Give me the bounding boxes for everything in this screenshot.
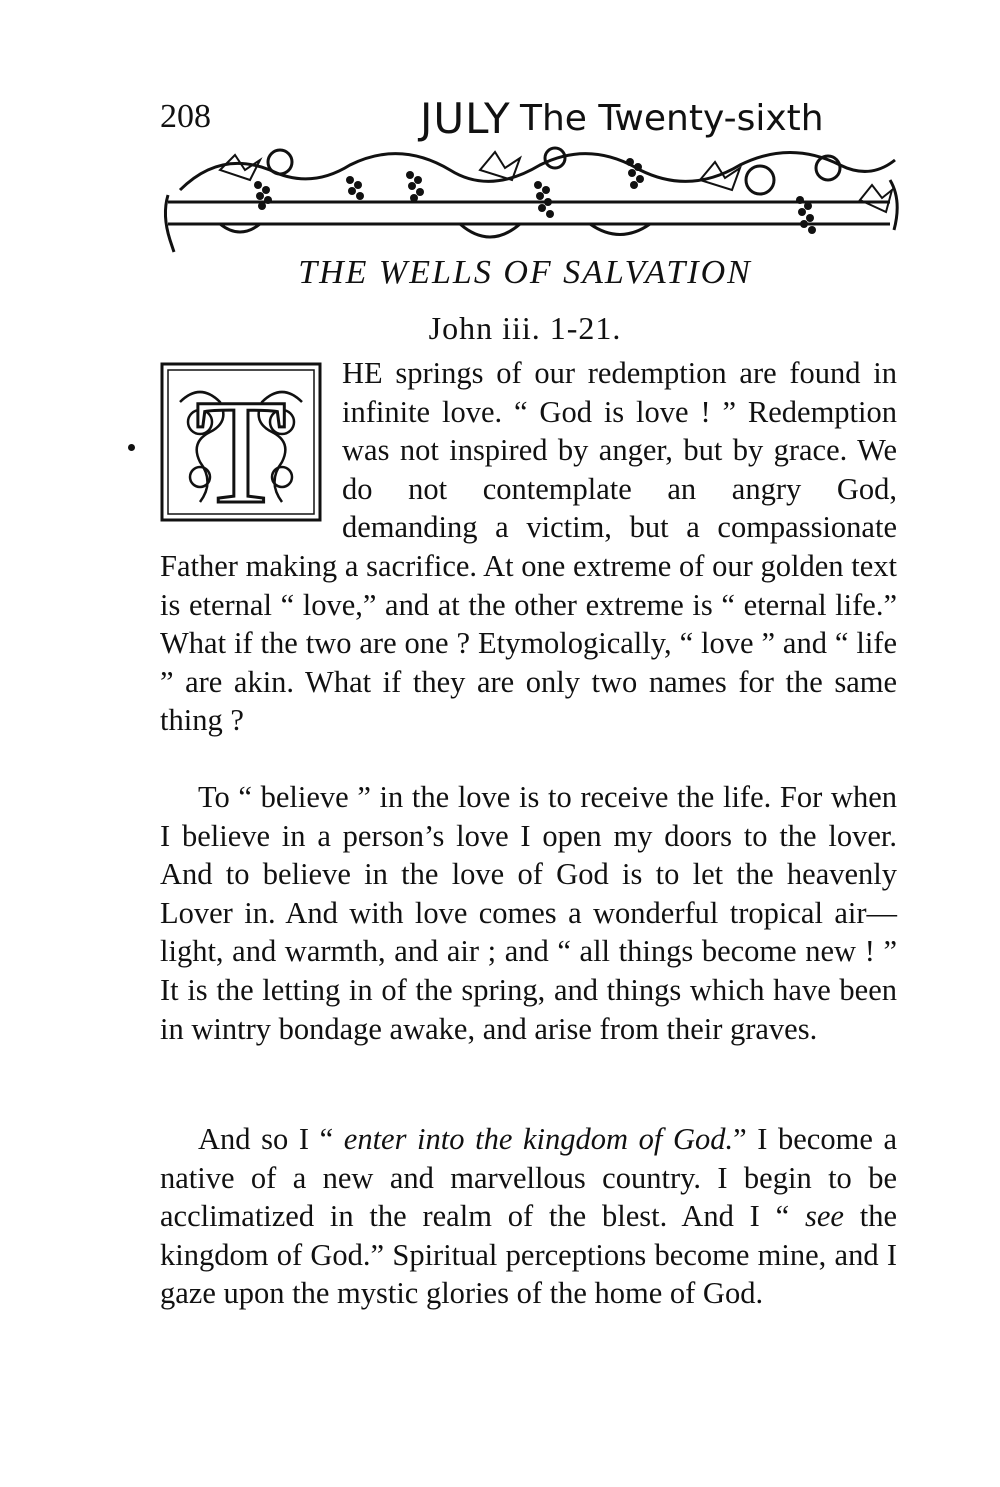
italic-phrase: enter into the kingdom of God.	[343, 1122, 734, 1156]
dropcap-letter: T	[195, 369, 287, 522]
scripture-reference: John iii. 1-21.	[428, 310, 622, 346]
italic-word: see	[804, 1199, 844, 1234]
paragraph-1: HE springs of our redemption are found in infinite love. “ God is love ! ” Redemption was not inspired by anger, but by grace. We do not contemplate an angry God, demanding a victim, but a compassionate Father making a sacrifice. At one extreme of our golden text is eternal “ love,” and at the other extreme is “ eternal life.” What if the two are one ? Etymologically, “ love ” and “ life ” are akin. What if they are only two names for the same thing ?	[160, 356, 897, 738]
paragraph-3: And so I “ enter into the kingdom of God.” I become a native of a new and marvellous country. I begin to be acclimatized in the realm of the blest. And I “ see the kingdom of God.” Spiritual perceptions become mine, and I gaze upon the mystic glories of the home of God.	[160, 1122, 897, 1311]
margin-mark	[128, 444, 135, 451]
grapevine-ornament-icon	[160, 140, 900, 255]
day-heading: The Twenty-sixth	[520, 98, 824, 139]
reading-title: THE WELLS OF SALVATION	[298, 254, 752, 291]
paragraph-2: To “ believe ” in the love is to receive the life. For when I believe in a person’s love I open my doors to the lover. And to believe in the love of God is to let the heavenly Lover in. And with love comes a wonderful tropical air—light, and warmth, and air ; and “ all things become new ! ” It is the letting in of the spring, and things which have been in wintry bondage awake, and arise from their graves.	[160, 780, 897, 1046]
page-number: 208	[160, 98, 211, 135]
month-heading: JULY	[420, 94, 511, 143]
